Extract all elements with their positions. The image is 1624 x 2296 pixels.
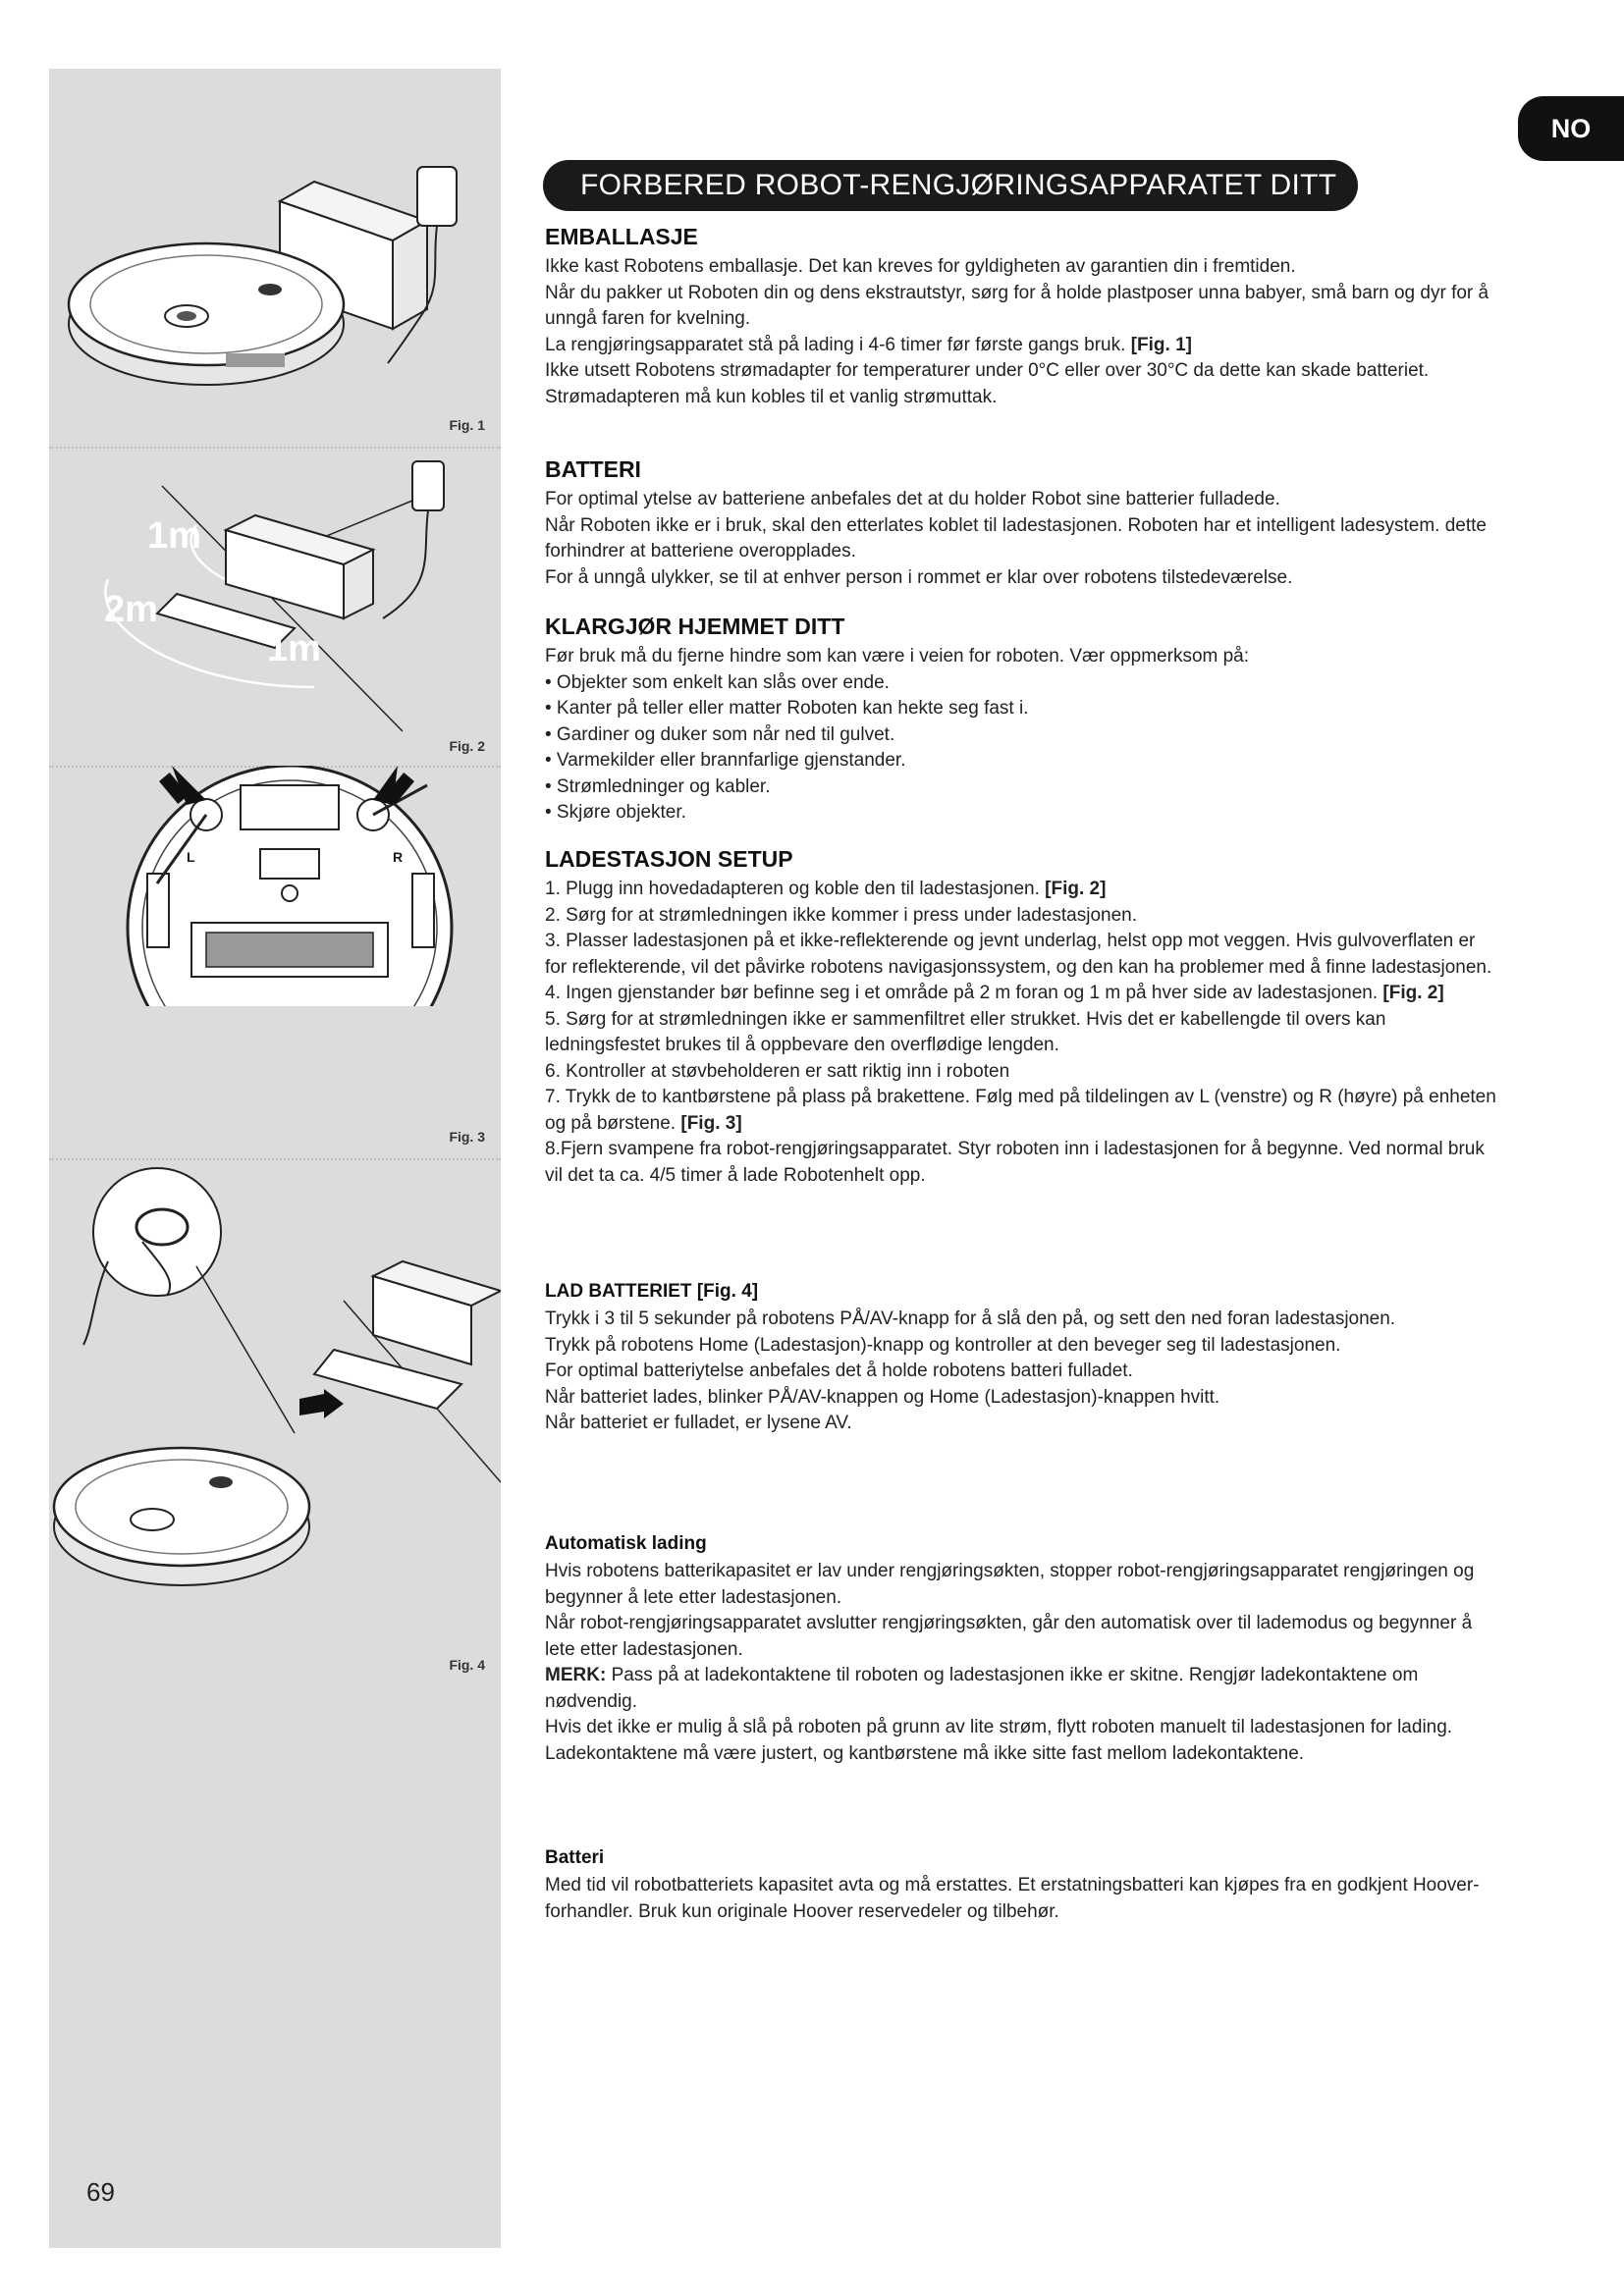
lad-batteriet-p2: Trykk på robotens Home (Ladestasjon)-knapp og kontroller at den beveger seg til ladestasjonen.	[545, 1334, 1341, 1356]
lad-batteriet-p4: Når batteriet lades, blinker PÅ/AV-knappen og Home (Ladestasjon)-knappen hvitt.	[545, 1386, 1220, 1408]
batteri-p2: Når Roboten ikke er i bruk, skal den etterlates koblet til ladestasjonen. Roboten har et intelligent ladesystem. dette forhindrer at batteriene overopplades.	[545, 514, 1487, 561]
robot-docking-illustration	[49, 1158, 501, 1620]
batteri-section	[545, 456, 1497, 591]
fig-2-reference: [Fig. 2]	[1045, 879, 1107, 899]
automatisk-lading-heading: Automatisk lading	[545, 1533, 707, 1554]
batteri-p3: For å unngå ulykker, se til at enhver person i rommet er klar over robotens tilstedeværelse.	[545, 566, 1293, 588]
emballasje-p3-text: La rengjøringsapparatet stå på lading i 4-6 timer før første gangs bruk.	[545, 334, 1126, 355]
klargjor-intro: Før bruk må du fjerne hindre som kan være i veien for roboten. Vær oppmerksom på:	[545, 646, 1250, 667]
klargjor-item: • Gardiner og duker som når ned til gulvet.	[545, 723, 895, 745]
emballasje-heading: EMBALLASJE	[545, 224, 698, 249]
figure-1-panel	[49, 69, 501, 449]
emballasje-p5: Strømadapteren må kun kobles til et vanlig strømuttak.	[545, 386, 998, 407]
figure-1-label: Fig. 1	[449, 417, 485, 433]
lad-batteriet-heading-text: LAD BATTERIET	[545, 1281, 692, 1302]
klargjor-heading: KLARGJØR HJEMMET DITT	[545, 614, 845, 639]
automatisk-lading-p3: Hvis det ikke er mulig å slå på roboten på grunn av lite strøm, flytt roboten manuelt til ladestasjonen for lading. Ladekontaktene må være justert, og kantbørstene må ikke sitte fast mellom ladekontaktene.	[545, 1717, 1453, 1764]
figure-2-label: Fig. 2	[449, 738, 485, 754]
distance-label-2m: 2m	[104, 589, 158, 630]
ladestasjon-step-3: 3. Plasser ladestasjonen på et ikke-reflekterende og jevnt underlag, helst opp mot veggen. Hvis gulvoverflaten er for reflekterende, vil det påvirke robotens navigasjonssystem, og den kan ha problemer med å finne ladestasjonen.	[545, 931, 1492, 978]
ladestasjon-step-4	[545, 981, 1497, 1007]
lad-batteriet-p5: Når batteriet er fulladet, er lysene AV.	[545, 1413, 852, 1433]
ladestasjon-step-7-text: 7. Trykk de to kantbørstene på plass på brakettene. Følg med på tildelingen av L (venstre) og R (høyre) på enheten og på børstene.	[545, 1087, 1496, 1134]
ladestasjon-step-7	[545, 1085, 1497, 1137]
batteri-heading: BATTERI	[545, 456, 641, 482]
emballasje-p3	[545, 333, 1497, 359]
ladestasjon-heading: LADESTASJON SETUP	[545, 846, 793, 872]
figure-sidebar	[49, 69, 501, 2248]
lad-batteriet-p1: Trykk i 3 til 5 sekunder på robotens PÅ/AV-knapp for å slå den på, og sett den ned foran ladestasjonen.	[545, 1308, 1396, 1329]
fig-4-reference: [Fig. 4]	[696, 1281, 759, 1302]
automatisk-lading-section	[545, 1533, 1497, 1767]
lad-batteriet-p3: For optimal batteriytelse anbefales det å holde robotens batteri fulladet.	[545, 1361, 1133, 1381]
section-title-banner: FORBERED ROBOT-RENGJØRINGSAPPARATET DITT	[543, 160, 1358, 211]
klargjor-item: • Kanter på teller eller matter Roboten kan hekte seg fast i.	[545, 698, 1029, 719]
batteri-replacement-p1: Med tid vil robotbatteriets kapasitet avta og må erstattes. Et erstatningsbatteri kan kjøpes fra en godkjent Hoover-forhandler. Bruk kun originale Hoover reservedeler og tilbehør.	[545, 1875, 1480, 1922]
emballasje-p1: Ikke kast Robotens emballasje. Det kan kreves for gyldigheten av garantien din i fremtiden.	[545, 256, 1296, 277]
figure-3-label: Fig. 3	[449, 1129, 485, 1145]
page-number: 69	[86, 2177, 115, 2207]
right-brush-mark: R	[393, 849, 404, 865]
figure-2-panel	[49, 447, 501, 768]
automatisk-lading-p2: Når robot-rengjøringsapparatet avslutter rengjøringsøkten, går den automatisk over til lademodus og begynner å lete etter ladestasjonen.	[545, 1613, 1473, 1660]
robot-charging-illustration	[49, 69, 501, 447]
figure-4-panel	[49, 1158, 501, 1673]
batteri-replacement-heading: Batteri	[545, 1847, 605, 1868]
klargjor-item: • Skjøre objekter.	[545, 802, 686, 823]
automatisk-lading-p1: Hvis robotens batterikapasitet er lav under rengjøringsøkten, stopper robot-rengjøringsapparatet rengjøringen og begynner å lete etter ladestasjonen.	[545, 1561, 1475, 1608]
distance-label-1m-side: 1m	[147, 515, 201, 557]
emballasje-p4: Ikke utsett Robotens strømadapter for temperaturer under 0°C eller over 30°C da dette kan skade batteriet.	[545, 360, 1430, 381]
automatisk-lading-note	[545, 1663, 1497, 1715]
ladestasjon-step-2: 2. Sørg for at strømledningen ikke kommer i press under ladestasjonen.	[545, 904, 1137, 926]
fig-1-reference: [Fig. 1]	[1130, 334, 1192, 355]
ladestasjon-step-1	[545, 877, 1497, 903]
left-brush-mark: L	[187, 849, 195, 865]
lad-batteriet-section	[545, 1281, 1497, 1437]
note-text: Pass på at ladekontaktene til roboten og ladestasjonen ikke er skitne. Rengjør ladekontaktene om nødvendig.	[545, 1665, 1419, 1712]
figure-4-label: Fig. 4	[449, 1657, 485, 1673]
distance-label-1m-front: 1m	[267, 628, 321, 669]
note-label: MERK:	[545, 1665, 607, 1685]
ladestasjon-step-5: 5. Sørg for at strømledningen ikke er sammenfiltret eller strukket. Hvis det er kabellengde til overs kan ledningsfestet brukes til å oppbevare den overflødige lengden.	[545, 1008, 1386, 1055]
ladestasjon-step-6: 6. Kontroller at støvbeholderen er satt riktig inn i roboten	[545, 1060, 1010, 1082]
robot-underside-brushes-illustration	[49, 766, 501, 1158]
klargjor-item: • Varmekilder eller brannfarlige gjenstander.	[545, 750, 906, 771]
ladestasjon-step-1-text: 1. Plugg inn hovedadapteren og koble den til ladestasjonen.	[545, 879, 1040, 899]
batteri-p1: For optimal ytelse av batteriene anbefales det at du holder Robot sine batterier fulladede.	[545, 489, 1280, 509]
emballasje-p2: Når du pakker ut Roboten din og dens ekstrautstyr, sørg for å holde plastposer unna babyer, små barn og dyr for å unngå faren for kvelning.	[545, 282, 1489, 329]
klargjor-item: • Objekter som enkelt kan slås over ende.	[545, 671, 890, 693]
klargjor-section	[545, 614, 1497, 827]
figure-3-panel	[49, 766, 501, 1160]
emballasje-section	[545, 224, 1497, 410]
batteri-replacement-section	[545, 1847, 1497, 1925]
ladestasjon-section	[545, 846, 1497, 1189]
lad-batteriet-heading	[545, 1281, 1497, 1303]
ladestasjon-step-8: 8.Fjern svampene fra robot-rengjøringsapparatet. Styr roboten inn i ladestasjonen for å begynne. Ved normal bruk vil det ta ca. 4/5 timer å lade Robotenhelt opp.	[545, 1139, 1485, 1186]
klargjor-item: • Strømledninger og kabler.	[545, 775, 771, 797]
fig-3-reference: [Fig. 3]	[680, 1112, 742, 1134]
fig-2-reference: [Fig. 2]	[1382, 983, 1444, 1003]
language-tab: NO	[1518, 96, 1624, 161]
ladestasjon-step-4-text: 4. Ingen gjenstander bør befinne seg i et område på 2 m foran og 1 m på hver side av ladestasjonen.	[545, 983, 1379, 1003]
